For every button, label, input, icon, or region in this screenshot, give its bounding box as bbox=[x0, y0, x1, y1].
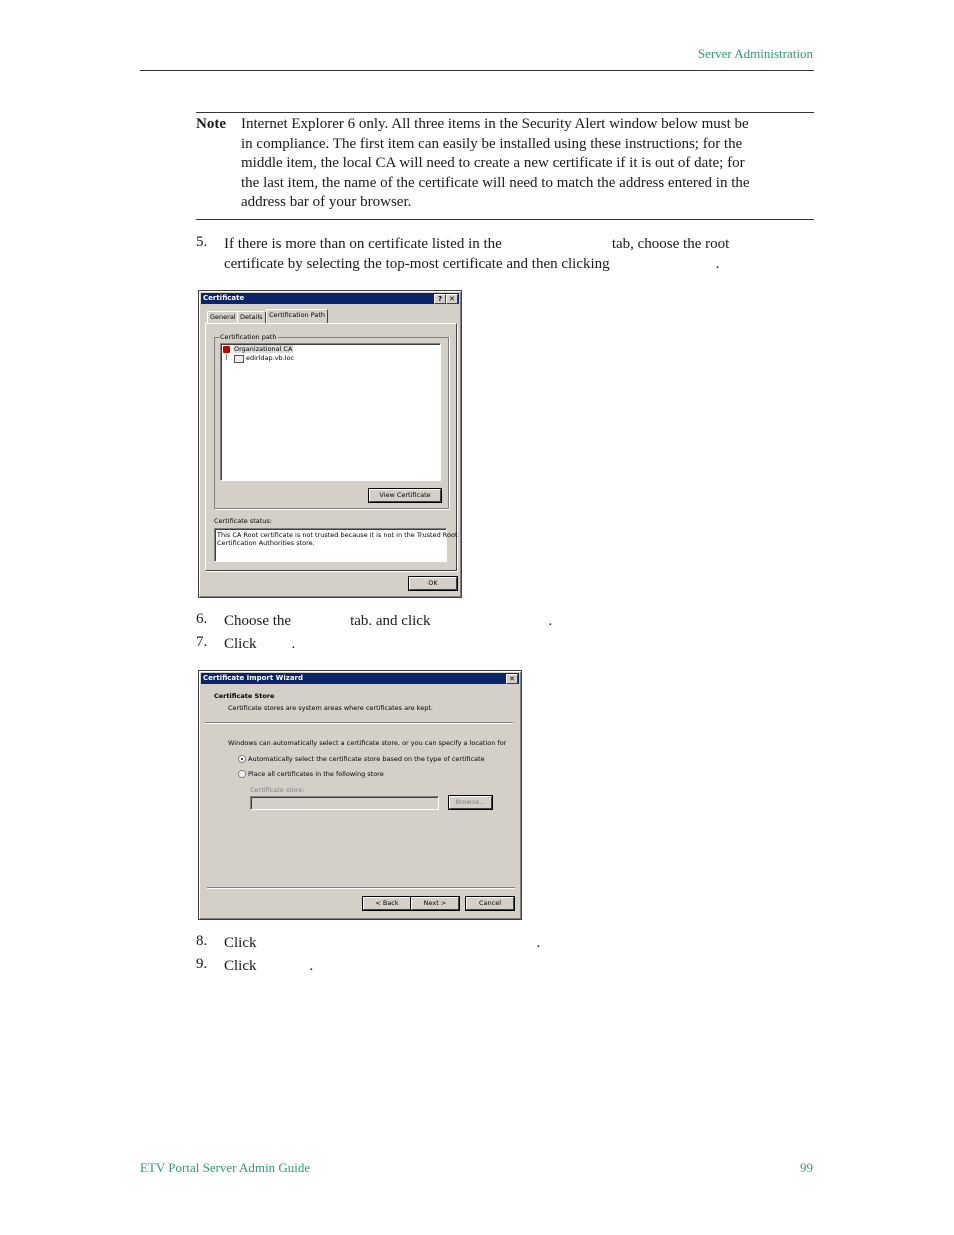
step-6-number: 6. bbox=[196, 611, 208, 627]
certificate-icon bbox=[234, 355, 244, 363]
ca-error-icon bbox=[223, 346, 230, 353]
step-6-text: Choose the tab. and click . bbox=[224, 613, 553, 629]
step-9-text: Click . bbox=[224, 958, 314, 974]
certification-path-tree[interactable] bbox=[220, 343, 441, 481]
radio-place-all[interactable] bbox=[238, 770, 246, 778]
certification-path-label: Certification path bbox=[220, 333, 277, 341]
tab-details[interactable]: Details bbox=[237, 311, 266, 323]
browse-button[interactable]: Browse... bbox=[449, 796, 492, 809]
note-top-rule bbox=[196, 112, 814, 113]
header-divider bbox=[140, 70, 814, 71]
certificate-dialog-titlebar: Certificate ? ✕ bbox=[201, 293, 459, 304]
step-8-text: Click . bbox=[224, 935, 541, 951]
import-wizard-titlebar: Certificate Import Wizard ✕ bbox=[201, 673, 519, 684]
certificate-dialog bbox=[198, 290, 462, 598]
wizard-intro: Windows can automatically select a certificate store, or you can specify a location for bbox=[228, 739, 507, 747]
wizard-heading: Certificate Store bbox=[214, 692, 275, 700]
radio-auto-select[interactable] bbox=[238, 755, 246, 763]
tree-item-root[interactable]: Organizational CA bbox=[234, 345, 293, 353]
step-5-text: If there is more than on certificate listed in the tab, choose the root certificate by selecting the top-most certificate and then clicking . bbox=[224, 236, 730, 272]
radio-auto-label: Automatically select the certificate store based on the type of certificate bbox=[248, 755, 485, 763]
step-9-number: 9. bbox=[196, 956, 208, 972]
header-divider bbox=[205, 722, 513, 724]
tree-item-leaf[interactable]: edirldap.vb.loc bbox=[246, 354, 295, 362]
tab-certification-path[interactable]: Certification Path bbox=[266, 309, 328, 323]
footer-guide-title: ETV Portal Server Admin Guide bbox=[140, 1160, 311, 1175]
cancel-button[interactable]: Cancel bbox=[466, 897, 514, 910]
running-header: Server Administration bbox=[697, 46, 813, 61]
certificate-store-label: Certificate store: bbox=[250, 786, 305, 794]
tab-general[interactable]: General bbox=[207, 311, 239, 323]
certificate-store-input[interactable] bbox=[250, 796, 439, 810]
wizard-subheading: Certificate stores are system areas where certificates are kept. bbox=[228, 704, 433, 712]
next-button[interactable]: Next > bbox=[411, 897, 459, 910]
step-5-number: 5. bbox=[196, 234, 208, 250]
footer-divider bbox=[207, 887, 515, 889]
import-wizard-dialog bbox=[198, 670, 522, 920]
certificate-status-label: Certificate status: bbox=[214, 517, 272, 525]
step-8-number: 8. bbox=[196, 933, 208, 949]
ok-button[interactable]: OK bbox=[409, 577, 457, 590]
certificate-status-box: This CA Root certificate is not trusted because it is not in the Trusted Root Certification Authorities store. bbox=[214, 528, 447, 562]
note-bottom-rule bbox=[196, 219, 814, 220]
back-button[interactable]: < Back bbox=[363, 897, 411, 910]
note-text: Internet Explorer 6 only. All three items in the Security Alert window below must be in compliance. The first item can easily be installed using these instructions; for the middle item, the local CA will need to create a new certificate if it is out of date; for the last item, the name of the certificate will need to match the address entered in the address bar of your browser. bbox=[241, 116, 750, 210]
close-button[interactable]: ✕ bbox=[446, 294, 458, 304]
help-button[interactable]: ? bbox=[434, 294, 446, 304]
step-7-number: 7. bbox=[196, 634, 208, 650]
page-number: 99 bbox=[800, 1160, 813, 1175]
radio-place-label: Place all certificates in the following store bbox=[248, 770, 384, 778]
view-certificate-button[interactable]: View Certificate bbox=[369, 489, 441, 502]
note-label: Note bbox=[196, 116, 226, 132]
tree-connector bbox=[226, 354, 227, 360]
step-7-text: Click . bbox=[224, 636, 296, 652]
close-button[interactable]: ✕ bbox=[506, 674, 518, 684]
